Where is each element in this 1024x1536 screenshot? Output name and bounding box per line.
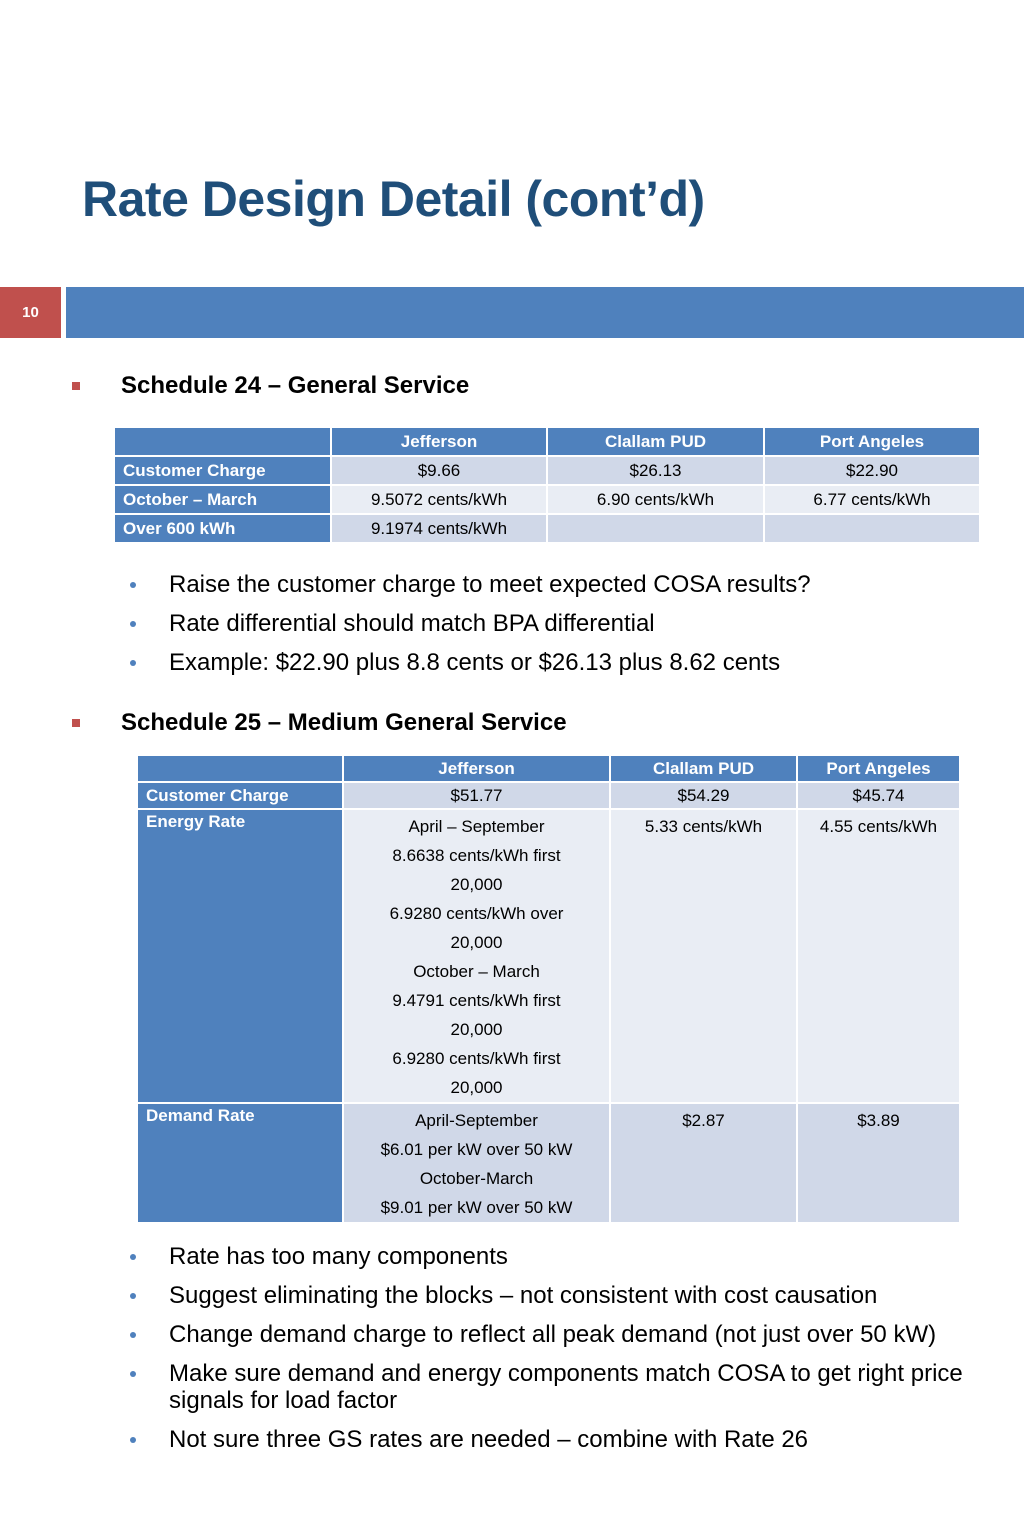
bullet-dot-icon xyxy=(130,1371,136,1377)
bullet-text: Raise the customer charge to meet expected COSA results? xyxy=(169,571,811,598)
square-bullet-icon xyxy=(72,719,80,727)
table-cell: $22.90 xyxy=(764,456,980,485)
list-item xyxy=(130,1282,970,1309)
cell-line: 20,000 xyxy=(450,1020,503,1039)
cell-line: 4.55 cents/kWh xyxy=(819,817,938,836)
bullet-dot-icon xyxy=(130,1254,136,1260)
cell-line: $2.87 xyxy=(682,1111,725,1130)
cell-line: 8.6638 cents/kWh first xyxy=(392,846,561,865)
list-item xyxy=(130,571,970,598)
table-header-cell xyxy=(137,755,343,782)
table-cell xyxy=(610,1103,797,1223)
cell-line: 9.4791 cents/kWh first xyxy=(392,991,561,1010)
bullet-text: Change demand charge to reflect all peak demand (not just over 50 kW) xyxy=(169,1321,937,1348)
list-item xyxy=(130,1321,970,1348)
cell-line: $6.01 per kW over 50 kW xyxy=(380,1140,573,1159)
table-cell: 9.1974 cents/kWh xyxy=(331,514,547,543)
cell-line: October – March xyxy=(413,962,540,981)
cell-line: April-September xyxy=(415,1111,538,1130)
table-header-cell: Jefferson xyxy=(331,427,547,456)
table-row xyxy=(114,514,980,543)
cell-line: 6.9280 cents/kWh first xyxy=(392,1049,561,1068)
table-header-cell: Port Angeles xyxy=(764,427,980,456)
table-cell: $45.74 xyxy=(797,782,960,809)
list-item xyxy=(130,1360,970,1414)
table-cell: $26.13 xyxy=(547,456,764,485)
schedule-24-bullets xyxy=(130,571,970,688)
bullet-dot-icon xyxy=(130,1437,136,1443)
table-cell: $54.29 xyxy=(610,782,797,809)
row-label: Demand Rate xyxy=(137,1103,343,1223)
schedule-25-table xyxy=(136,754,961,1224)
table-cell xyxy=(547,514,764,543)
table-cell xyxy=(343,809,610,1103)
list-item xyxy=(130,1426,970,1453)
row-label: Customer Charge xyxy=(137,782,343,809)
cell-line: 6.9280 cents/kWh over xyxy=(389,904,564,923)
table-header-row xyxy=(114,427,980,456)
square-bullet-icon xyxy=(72,382,80,390)
bullet-text: Example: $22.90 plus 8.8 cents or $26.13 plus 8.62 cents xyxy=(169,649,781,676)
table-header-cell: Jefferson xyxy=(343,755,610,782)
table-header-row xyxy=(137,755,960,782)
cell-line: 20,000 xyxy=(450,933,503,952)
cell-line: $9.01 per kW over 50 kW xyxy=(380,1198,573,1217)
row-label: Customer Charge xyxy=(114,456,331,485)
schedule-24-heading-text: Schedule 24 – General Service xyxy=(121,372,470,399)
cell-line: 20,000 xyxy=(450,1078,503,1097)
bullet-dot-icon xyxy=(130,582,136,588)
cell-line: 20,000 xyxy=(450,875,503,894)
bullet-text: Not sure three GS rates are needed – combine with Rate 26 xyxy=(169,1426,809,1453)
table-cell: $51.77 xyxy=(343,782,610,809)
bullet-text: Rate has too many components xyxy=(169,1243,508,1270)
table-row xyxy=(114,485,980,514)
cell-line: $3.89 xyxy=(857,1111,900,1130)
table-cell: 9.5072 cents/kWh xyxy=(331,485,547,514)
schedule-25-bullets xyxy=(130,1243,970,1465)
bullet-dot-icon xyxy=(130,621,136,627)
table-cell xyxy=(343,1103,610,1223)
slide-number: 10 xyxy=(0,287,61,338)
bullet-dot-icon xyxy=(130,1332,136,1338)
cell-line: 5.33 cents/kWh xyxy=(644,817,763,836)
schedule-24-table xyxy=(113,426,981,544)
schedule-25-heading-text: Schedule 25 – Medium General Service xyxy=(121,709,567,736)
schedule-25-heading xyxy=(72,709,567,737)
list-item xyxy=(130,1243,970,1270)
table-cell: 6.77 cents/kWh xyxy=(764,485,980,514)
schedule-24-heading xyxy=(72,372,469,400)
cell-line: April – September xyxy=(408,817,545,836)
table-header-cell: Clallam PUD xyxy=(547,427,764,456)
bullet-dot-icon xyxy=(130,660,136,666)
table-cell: $9.66 xyxy=(331,456,547,485)
table-row xyxy=(114,456,980,485)
row-label: Energy Rate xyxy=(137,809,343,1103)
table-row xyxy=(137,782,960,809)
table-header-cell xyxy=(114,427,331,456)
table-cell xyxy=(610,809,797,1103)
table-row xyxy=(137,809,960,1103)
row-label: October – March xyxy=(114,485,331,514)
table-cell xyxy=(764,514,980,543)
slide-title: Rate Design Detail (cont’d) xyxy=(82,171,705,227)
bullet-text: Suggest eliminating the blocks – not consistent with cost causation xyxy=(169,1282,878,1309)
bullet-text: Make sure demand and energy components match COSA to get right price signals for load factor xyxy=(169,1360,963,1414)
table-header-cell: Port Angeles xyxy=(797,755,960,782)
table-cell xyxy=(797,1103,960,1223)
header-band xyxy=(66,287,1024,338)
table-row xyxy=(137,1103,960,1223)
table-cell: 6.90 cents/kWh xyxy=(547,485,764,514)
table-header-cell: Clallam PUD xyxy=(610,755,797,782)
bullet-dot-icon xyxy=(130,1293,136,1299)
bullet-text: Rate differential should match BPA differential xyxy=(169,610,655,637)
row-label: Over 600 kWh xyxy=(114,514,331,543)
cell-line: October-March xyxy=(419,1169,534,1188)
table-cell xyxy=(797,809,960,1103)
list-item xyxy=(130,649,970,676)
list-item xyxy=(130,610,970,637)
